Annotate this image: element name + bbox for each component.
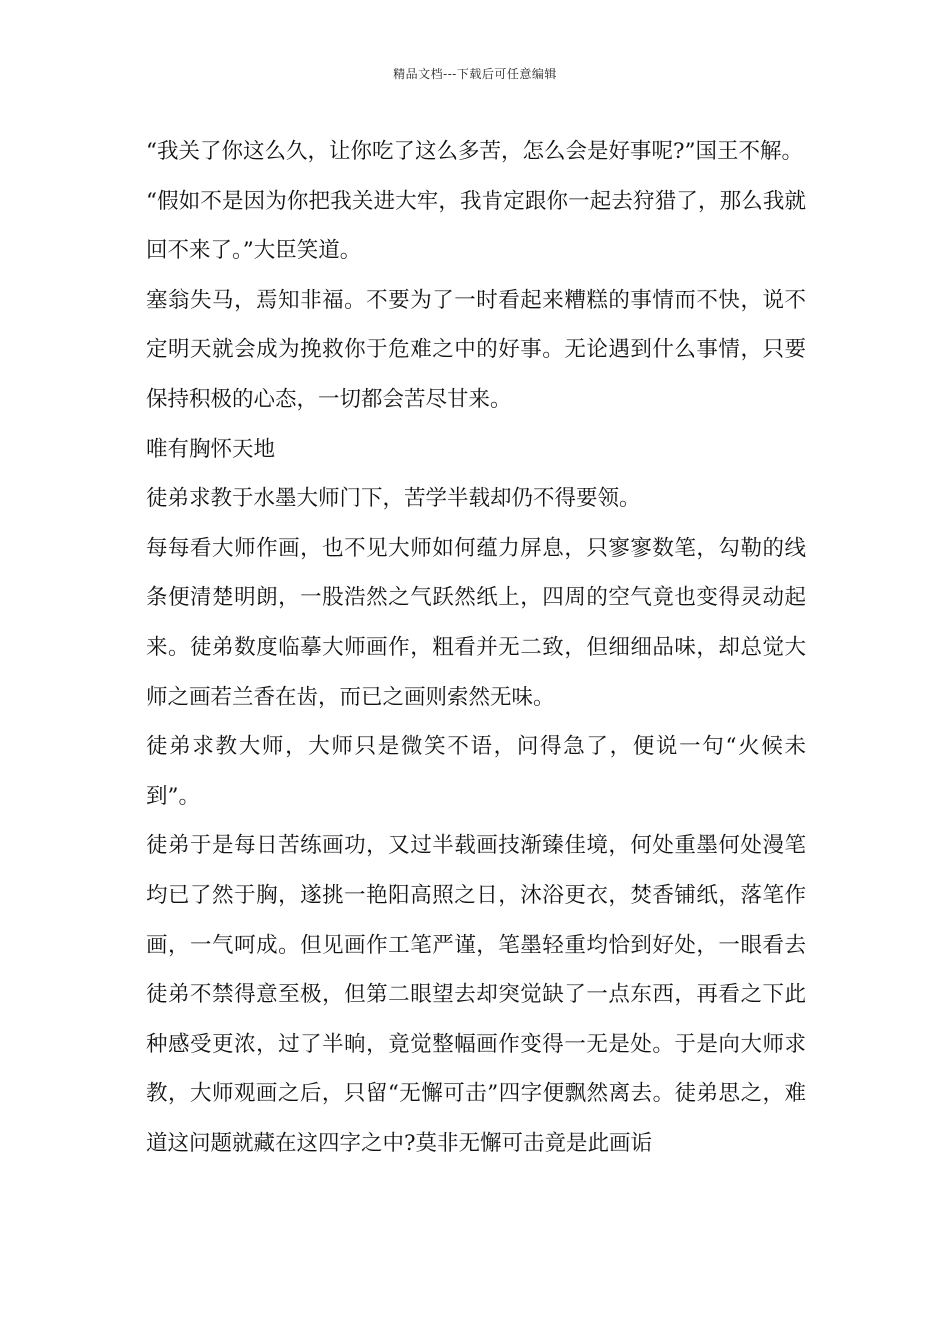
paragraph-ask-master: 徒弟求教大师，大师只是微笑不语，问得急了，便说一句“火候未到”。 — [146, 734, 806, 809]
document-body — [146, 127, 806, 1168]
paragraph-king-question: “我关了你这么久，让你吃了这么多苦，怎么会是好事呢?”国王不解。 — [146, 139, 804, 164]
paragraph-minister-reply: “假如不是因为你把我关进大牢，我肯定跟你一起去狩猎了，那么我就回不来了。”大臣笑道。 — [146, 188, 806, 264]
paragraph-apprentice-intro: 徒弟求教于水墨大师门下，苦学半载却仍不得要领。 — [146, 486, 641, 512]
paragraph-practice: 徒弟于是每日苦练画功，又过半载画技渐臻佳境，何处重墨何处漫笔均已了然于胸，遂挑一艳阳高照之日，沐浴更衣，焚香铺纸，落笔作画，一气呵成。但见画作工笔严谨，笔墨轻重均恰到好处，一眼看去徒弟不禁得意至极，但第二眼望去却突觉缺了一点东西，再看之下此种感受更浓，过了半晌，竟觉整幅画作变得一无是处。于是向大师求教，大师观画之后，只留“无懈可击”四字便飘然离去。徒弟思之，难道这问题就藏在这四字之中?莫非无懈可击竟是此画诟 — [146, 833, 806, 1156]
paragraph-moral: 塞翁失马，焉知非福。不要为了一时看起来糟糕的事情而不快，说不定明天就会成为挽救你于危难之中的好事。无论遇到什么事情，只要保持积极的心态，一切都会苦尽甘来。 — [146, 287, 806, 412]
page-header: 精品文档---下载后可任意编辑 — [393, 67, 557, 81]
section-heading: 唯有胸怀天地 — [146, 436, 276, 462]
paragraph-master-painting: 每每看大师作画，也不见大师如何蕴力屏息，只寥寥数笔，勾勒的线条便清楚明朗，一股浩然之气跃然纸上，四周的空气竟也变得灵动起来。徒弟数度临摹大师画作，粗看并无二致，但细细品味，却总觉大师之画若兰香在齿，而已之画则索然无味。 — [146, 535, 806, 710]
